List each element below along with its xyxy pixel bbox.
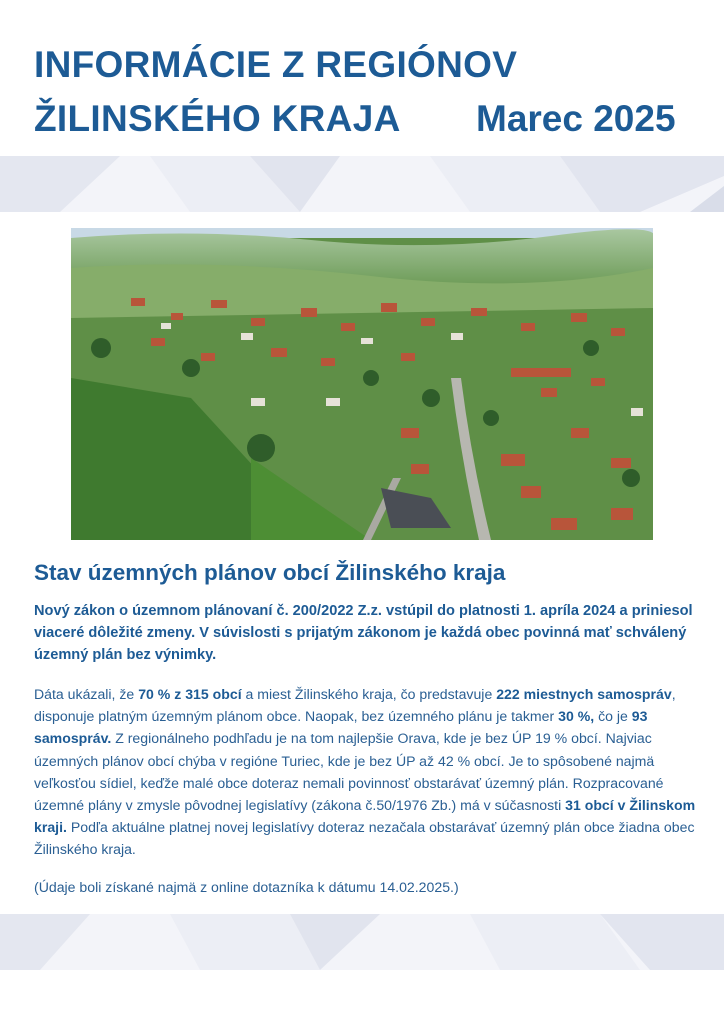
page-title: [34, 38, 517, 146]
source-note: (Údaje boli získané najmä z online dotazníka k dátumu 14.02.2025.): [34, 879, 459, 895]
lead-paragraph: Nový zákon o územnom plánovaní č. 200/2022 Z.z. vstúpil do platnosti 1. apríla 2024 a priniesol viaceré dôležité zmeny. V súvislosti s prijatým zákonom je každá obec povinná mať schválený územný plán bez výnimky.: [34, 603, 693, 663]
body-text-segment: čo je: [594, 708, 632, 725]
title-line-1: INFORMÁCIE Z REGIÓNOV: [34, 44, 518, 85]
body-text-segment: a miest Žilinského kraja, čo predstavuje: [241, 686, 497, 702]
body-emphasis: 30 %,: [558, 708, 595, 725]
body-emphasis: 222 miestnych samospráv: [496, 686, 672, 702]
body-text-segment: Dáta ukázali, že: [34, 686, 139, 702]
body-emphasis: 70 % z 315 obcí: [138, 686, 242, 702]
body-text-segment: , disponuje platným územným plánom obce. Naopak, bez územného plánu je takmer: [34, 686, 676, 725]
section-heading: Stav územných plánov obcí Žilinského kraja: [34, 560, 506, 585]
decorative-band-bottom: [0, 914, 724, 970]
village-aerial-photo: [71, 228, 653, 540]
issue-date: Marec 2025: [476, 98, 676, 139]
title-line-2: ŽILINSKÉHO KRAJA: [34, 98, 401, 139]
body-emphasis: 93 samospráv.: [34, 708, 648, 747]
body-text-segment: Podľa aktuálne platnej novej legislatívy doteraz nezačala obstarávať územný plán obce žiadna obec Žilinského kraja.: [34, 819, 695, 858]
decorative-band-top: [0, 156, 724, 212]
body-paragraph: [34, 683, 698, 861]
body-text-segment: Z regionálneho podhľadu je na tom najlepšie Orava, kde je bez ÚP 19 % obcí. Najviac územných plánov obcí chýba v regióne Turiec, kde je bez ÚP až 42 % obcí. Je to spôsobené najmä veľkosťou sídiel, keďže malé obce doteraz nemali povinnosť obstarávať územný plán. Rozpracované územné plány v zmysle pôvodnej legislatívy (zákona č.50/1976 Zb.) má v súčasnosti: [34, 730, 664, 814]
body-emphasis: 31 obcí v Žilinskom kraji.: [34, 797, 696, 836]
